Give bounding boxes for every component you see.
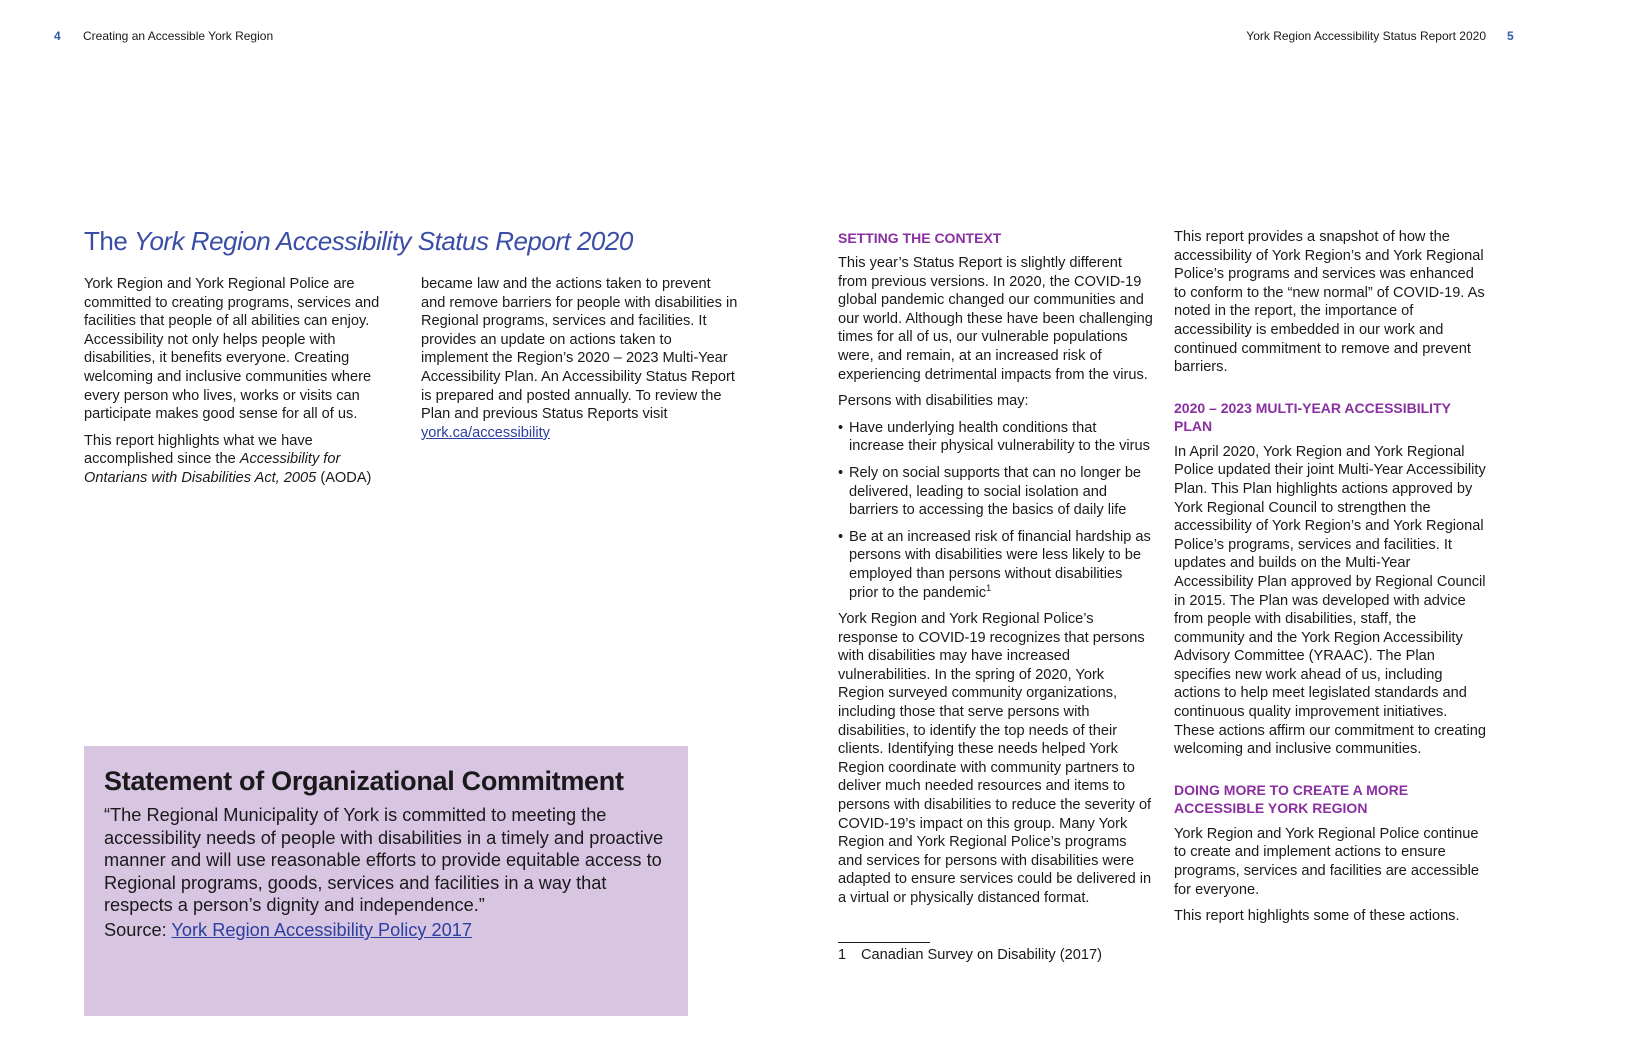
context-paragraph: This year’s Status Report is slightly different from previous versions. In 2020, the COVID-19 global pandemic changed our communities and our world. Although these have been challenging times for all of us, our vulnerable populations were, and remain, at an increased risk of experiencing detrimental impacts from the virus. [838,255,1153,383]
doing-more-heading: DOING MORE TO CREATE A MORE ACCESSIBLE YORK REGION [1174,781,1409,816]
list-item: • Rely on social supports that can no longer be delivered, leading to social isolation and barriers to accessing the basics of daily life [838,464,1154,520]
list-item: • Be at an increased risk of financial hardship as persons with disabilities were less likely to be employed than persons without disabilities prior to the pandemic$^1$ [838,528,1154,602]
update-paragraph: became law and the actions taken to prevent and remove barriers for people with disabilities in Regional programs, services and facilities. It provides an update on actions taken to implement the Region’s 2020 – 2023 Multi-Year Accessibility Plan. An Accessibility Status Report is prepared and posted annually. To review the Plan and previous Status Reports visit york.ca/accessibility [421,276,738,441]
continue-paragraph: York Region and York Regional Police continue to create and implement actions to ensure programs, services and facilities are accessible for everyone. [1174,825,1479,898]
covid-response-paragraph: York Region and York Regional Police’s response to COVID-19 recognizes that persons with disabilities may have increased vulnerabilities. In the spring of 2020, York Region surveyed community organizations, including those that serve persons with disabilities, to identify the top needs of their clients. Identifying these needs helped York Region coordinate with community partners to deliver much needed resources and items to persons with disabilities to reduce the severity of COVID-19’s impact on this group. Many York Region and York Regional Police’s programs and services for persons with disabilities were adapted to ensure services could be delivered in a virtual or physically distanced format. [838,611,1152,906]
plan-paragraph: In April 2020, York Region and York Regional Police updated their joint Multi-Year Accessibility Plan. This Plan highlights actions approved by York Regional Council to strengthen the accessibility of York Region’s and York Regional Police’s programs, services and facilities. It updates and builds on the Multi-Year Accessibility Plan approved by Regional Council in 2015. The Plan was developed with advice from people with disabilities, staff, the community and the York Region Accessibility Advisory Committee (YRAAC). The Plan specifies new work ahead of us, including actions to help meet legislated standards and continuous quality improvement initiatives. These actions affirm our commitment to creating welcoming and inclusive communities. [1174,443,1486,758]
right-running-head: York Region Accessibility Status Report 2020 [1246,29,1486,43]
page-title [84,226,784,257]
right-column-2 [1174,228,1490,934]
left-page-number: 4 [54,29,61,43]
multi-year-plan-heading: 2020 – 2023 MULTI-YEAR ACCESSIBILITY PLAN [1174,399,1451,434]
footnote-marker[interactable]: 1 [986,582,992,593]
setting-context-heading: SETTING THE CONTEXT [838,230,1002,246]
commitment-source [104,920,674,941]
title-italic: York Region Accessibility Status Report 2020 [134,226,633,256]
left-column-1 [84,275,396,496]
footnote-text: Canadian Survey on Disability (2017) [861,947,1102,963]
right-page-number: 5 [1507,29,1514,43]
commitment-quote: “The Regional Municipality of York is committed to meeting the accessibility needs of people with disabilities in a timely and proactive manner and will use reasonable efforts to provide equitable access to Regional programs, goods, services and facilities in a way that respects a person’s dignity and independence.” [104,805,664,916]
left-column-2 [421,275,739,450]
source-label: Source: [104,920,167,940]
footnote-number: 1 [838,947,847,963]
commitment-title: Statement of Organizational Commitment [104,766,624,796]
snapshot-paragraph: This report provides a snapshot of how the accessibility of York Region’s and York Regional Police’s programs and services was enhanced to conform to the “new normal” of COVID-19. As noted in the report, the importance of accessibility is embedded in our work and continued commitment to remove and prevent barriers. [1174,229,1485,376]
accessibility-link[interactable]: york.ca/accessibility [421,424,550,441]
title-prefix: The [84,226,128,256]
aoda-act-title: Accessibility for Ontarians with Disabilities Act, 2005 [84,451,341,486]
footnote [838,947,1158,963]
left-running-head: Creating an Accessible York Region [83,29,274,43]
right-column-1 [838,229,1154,916]
commitment-box [84,746,688,1016]
highlights-paragraph: This report highlights some of these actions. [1174,908,1460,925]
footnote-rule [838,942,930,943]
intro-paragraph: York Region and York Regional Police are committed to creating programs, services and facilities that people of all abilities can enjoy. Accessibility not only helps people with disabilities, it benefits everyone. Creating welcoming and inclusive communities where every person who lives, works or visits can participate makes good sense for all of us. [84,276,380,423]
aoda-paragraph: This report highlights what we have accomplished since the Accessibility for Ontarians with Disabilities Act, 2005 (AODA) [84,432,372,486]
list-item: • Have underlying health conditions that increase their physical vulnerability to the virus [838,419,1154,456]
policy-link[interactable]: York Region Accessibility Policy 2017 [171,920,473,940]
vulnerabilities-list [838,419,1154,602]
persons-may-paragraph: Persons with disabilities may: [838,393,1029,410]
